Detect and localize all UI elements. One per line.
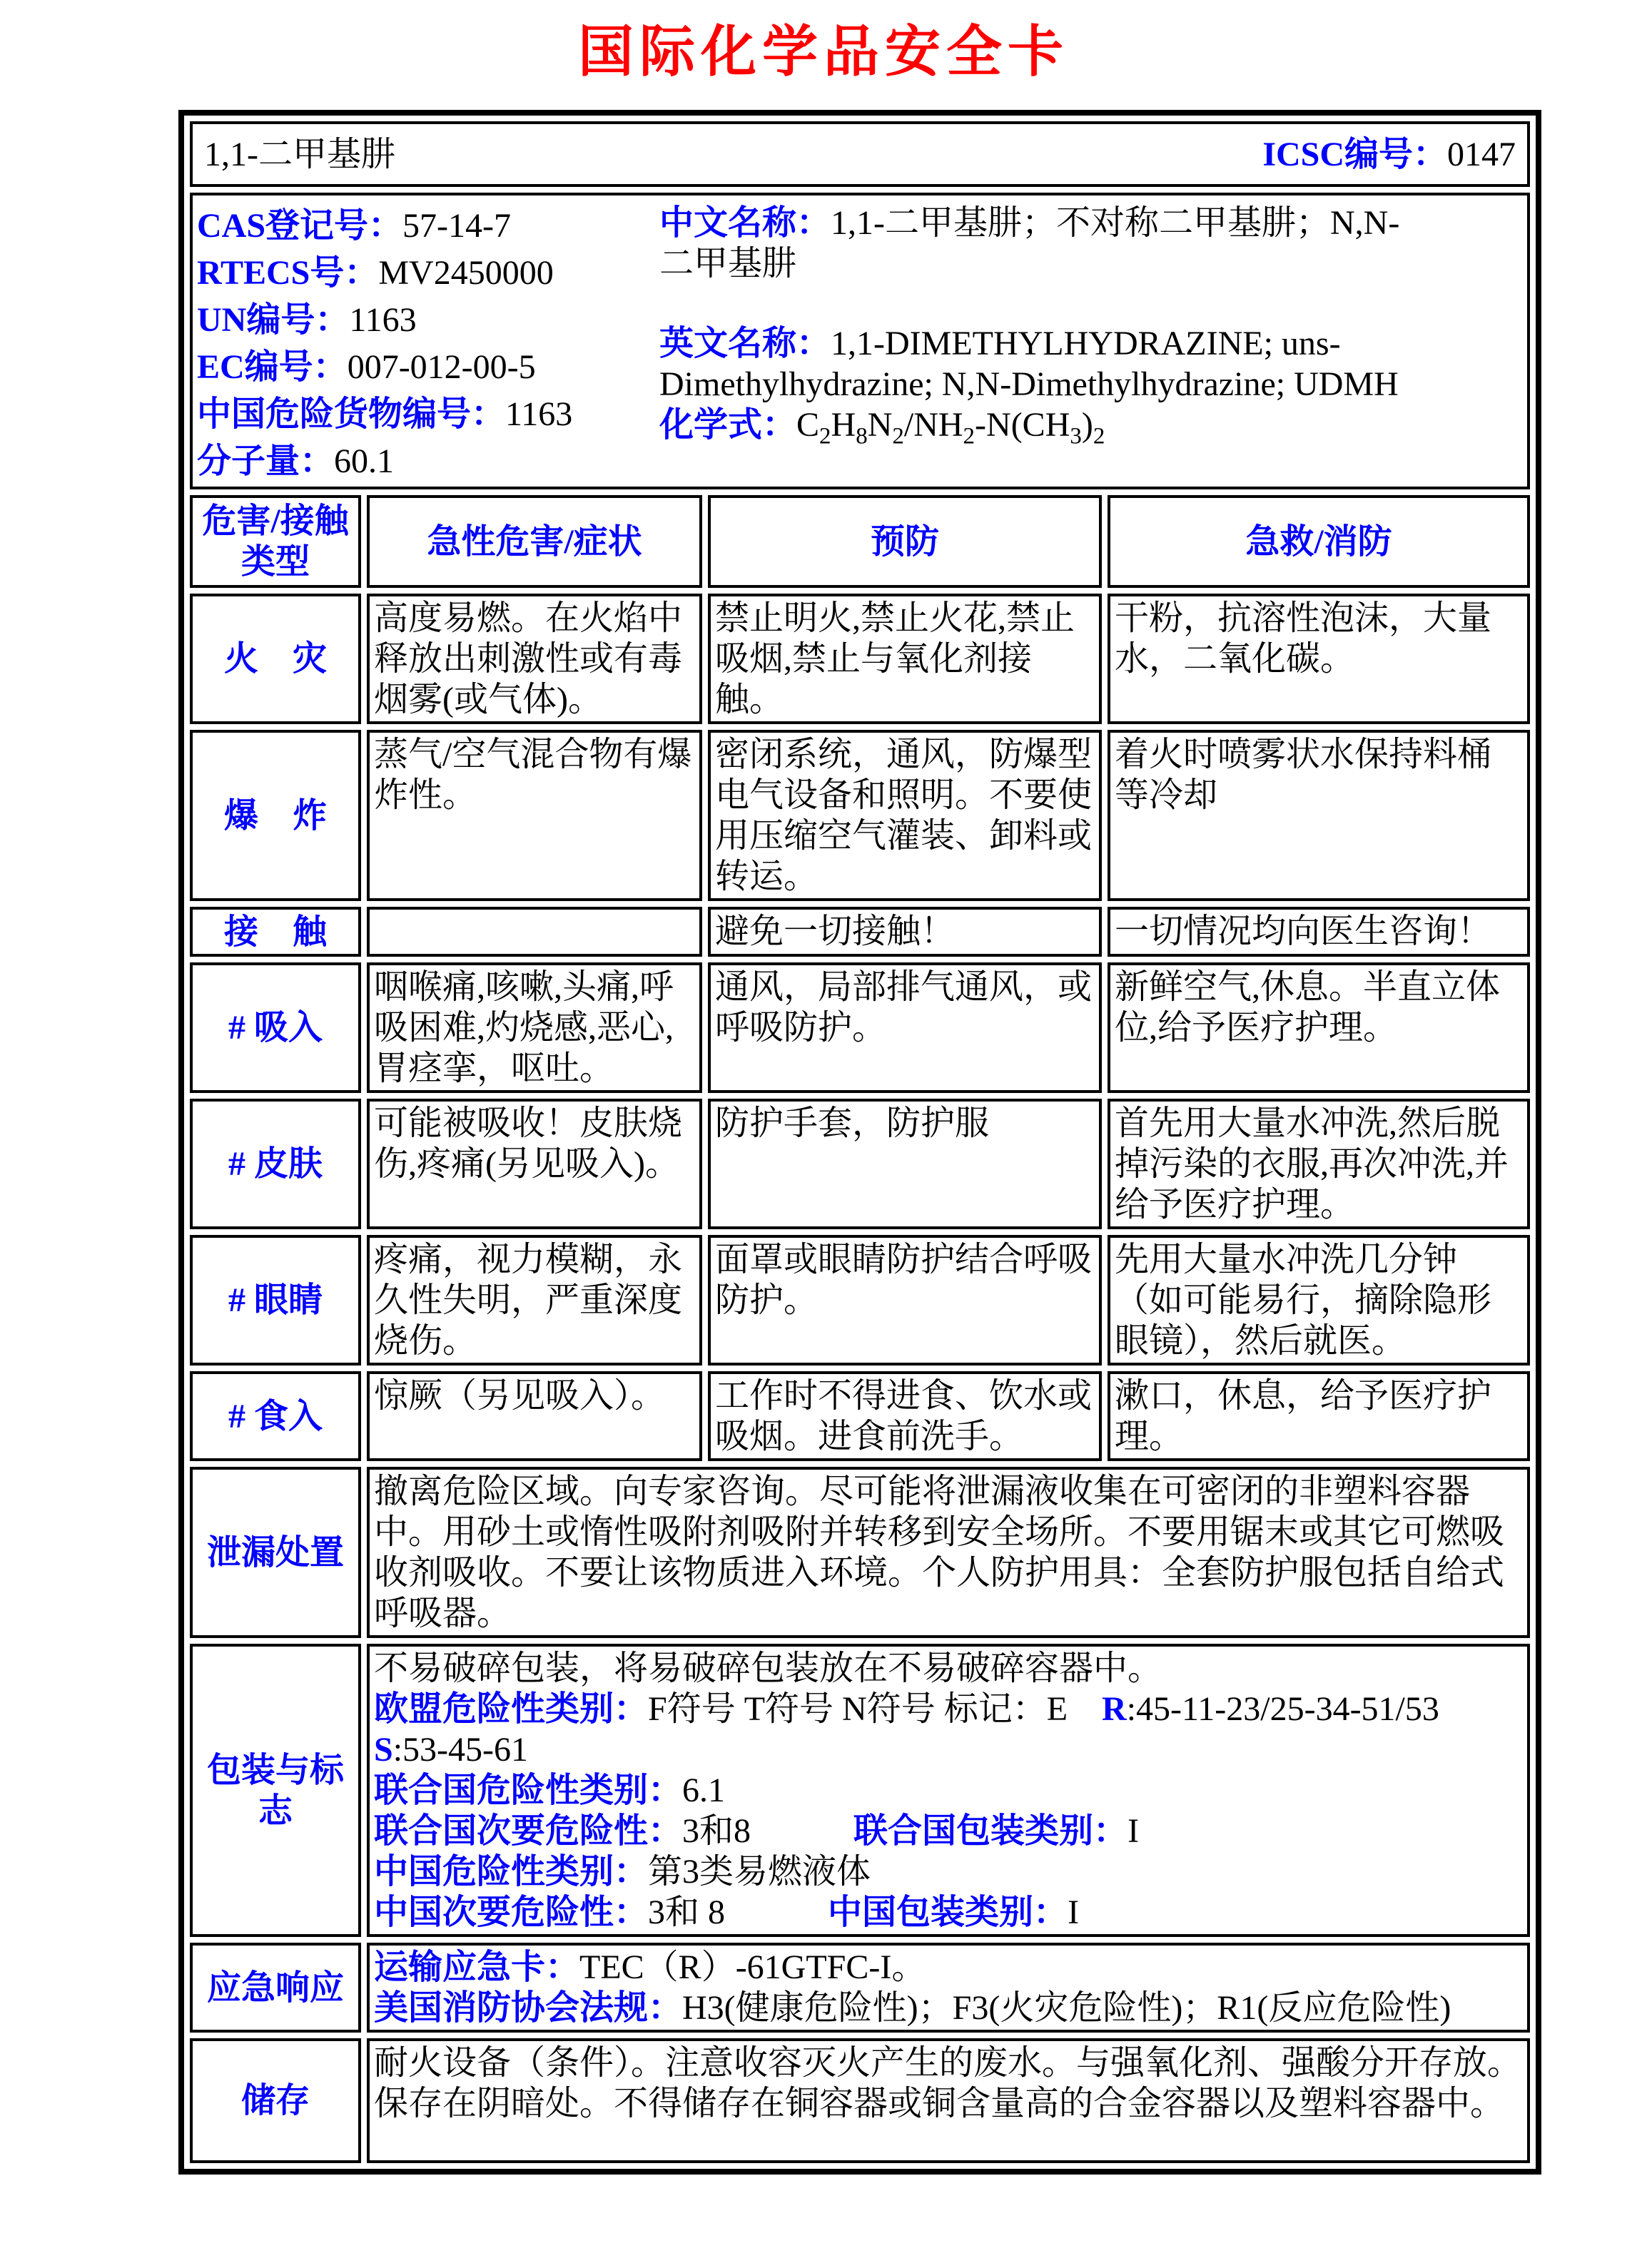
hazard-type-cell: # 吸入: [190, 962, 361, 1093]
rtecs-number-line: [197, 250, 659, 297]
icsc-number-value: 0147: [1447, 135, 1516, 173]
section-line: 撤离危险区域。向专家咨询。尽可能将泄漏液收集在可密闭的非塑料容器中。用砂土或惰性吸附剂吸附并转移到安全场所。不要用锯末或其它可燃吸收剂吸收。不要让该物质进入环境。个人防护用具：全套防护服包括自给式呼吸器。: [374, 1473, 1505, 1632]
hazard-row-skin: [190, 1099, 1530, 1229]
chemical-formula-value: $C_2H_8N_2/NH_2-N(CH_3)_2$: [796, 406, 1105, 449]
ec-value: 007-012-00-5: [347, 348, 536, 386]
section-line: 欧盟危险性类别：F符号 T符号 N符号 标记：E R:45-11-23/25-34-51/53: [374, 1690, 1439, 1728]
section-line: 运输应急卡：TEC（R）-61GTFC-I。: [374, 1948, 926, 1986]
section-row-storage: [190, 2038, 1530, 2163]
english-name-line: [659, 323, 1402, 405]
substance-name: 1,1-二甲基肼: [204, 135, 395, 173]
chinese-name-label: 中文名称：: [659, 204, 831, 242]
section-row-emergency-response: [190, 1943, 1530, 2033]
cas-label: CAS登记号：: [197, 207, 403, 245]
section-line: 中国次要危险性：3和 8 中国包装类别：I: [374, 1893, 1080, 1931]
identifiers-cell: [190, 193, 1530, 489]
section-row-spillage: [190, 1467, 1530, 1638]
section-line: 联合国危险性类别：6.1: [374, 1771, 726, 1809]
hazard-row-contact: [190, 907, 1530, 957]
name-cell: [190, 121, 1530, 187]
page-title: 国际化学品安全卡: [577, 21, 1069, 83]
prevention-cell: 密闭系统，通风，防爆型电气设备和照明。不要使用压缩空气灌装、卸料或转运。: [708, 730, 1102, 901]
chemical-formula-line: [659, 405, 1402, 449]
cas-number-line: [197, 203, 659, 250]
hazard-row-explosion: [190, 730, 1530, 901]
firstaid-cell: 首先用大量水冲洗,然后脱掉污染的衣服,再次冲洗,并给予医疗护理。: [1108, 1099, 1530, 1229]
prevention-cell: 面罩或眼睛防护结合呼吸防护。: [708, 1235, 1102, 1366]
hazard-type-cell: # 食入: [190, 1371, 361, 1461]
un-number-line: [197, 297, 659, 344]
hazard-type-cell: 火 灾: [190, 594, 361, 724]
header-firstaid-firefighting: 急救/消防: [1108, 495, 1530, 588]
symptoms-cell: [367, 907, 702, 957]
name-row: [190, 121, 1530, 187]
section-line: 耐火设备（条件）。注意收容灭火产生的废水。与强氧化剂、强酸分开存放。保存在阴暗处。不得储存在铜容器或铜含量高的合金容器以及塑料容器中。: [374, 2044, 1522, 2122]
header-acute-hazards: 急性危害/症状: [367, 495, 702, 588]
prevention-cell: 工作时不得进食、饮水或吸烟。进食前洗手。: [708, 1371, 1102, 1461]
identifiers-row: [190, 193, 1530, 489]
identifier-list: [197, 203, 659, 485]
china-dg-number-line: [197, 391, 659, 438]
prevention-cell: 防护手套，防护服: [708, 1099, 1102, 1229]
section-line: 不易破碎包装，将易破碎包装放在不易破碎容器中。: [374, 1649, 1162, 1687]
symptoms-cell: 咽喉痛,咳嗽,头痛,呼吸困难,灼烧感,恶心,胃痉挛，呕吐。: [367, 962, 702, 1093]
prevention-cell: 通风，局部排气通风，或呼吸防护。: [708, 962, 1102, 1093]
rtecs-label: RTECS号：: [197, 254, 379, 292]
hazard-header-row: [190, 495, 1530, 588]
section-row-packaging-labelling: [190, 1644, 1530, 1937]
header-prevention: 预防: [708, 495, 1102, 588]
rtecs-value: MV2450000: [378, 254, 554, 292]
hazard-type-cell: # 眼睛: [190, 1235, 361, 1366]
chinese-name-value: 1,1-二甲基肼；不对称二甲基肼；N,N-二甲基肼: [659, 204, 1400, 283]
china-dg-value: 1163: [505, 395, 573, 433]
section-line: S:53-45-61: [374, 1731, 529, 1769]
ec-label: EC编号：: [197, 348, 348, 386]
firstaid-cell: 干粉，抗溶性泡沫，大量水，二氧化碳。: [1108, 594, 1530, 724]
ec-number-line: [197, 344, 659, 391]
hazard-type-cell: 爆 炸: [190, 730, 361, 901]
names-block: [659, 203, 1402, 449]
hazard-row-ingestion: [190, 1371, 1530, 1461]
molecular-weight-line: [197, 438, 659, 485]
un-label: UN编号：: [197, 301, 350, 339]
symptoms-cell: 蒸气/空气混合物有爆炸性。: [367, 730, 702, 901]
chinese-name-line: [659, 203, 1402, 284]
firstaid-cell: 新鲜空气,休息。半直立体位,给予医疗护理。: [1108, 962, 1530, 1093]
symptoms-cell: 高度易燃。在火焰中释放出刺激性或有毒烟雾(或气体)。: [367, 594, 702, 724]
hazard-type-cell: # 皮肤: [190, 1099, 361, 1229]
symptoms-cell: 疼痛，视力模糊，永久性失明，严重深度烧伤。: [367, 1235, 702, 1366]
section-line: 中国危险性类别：第3类易燃液体: [374, 1853, 871, 1891]
molecular-weight-label: 分子量：: [197, 442, 335, 480]
icsc-number-label: ICSC编号：: [1262, 135, 1448, 173]
firstaid-cell: 着火时喷雾状水保持料桶等冷却: [1108, 730, 1530, 901]
hazard-row-inhalation: [190, 962, 1530, 1093]
section-label: 应急响应: [190, 1943, 361, 2033]
safety-card-table: [178, 110, 1541, 2175]
section-label: 泄漏处置: [190, 1467, 361, 1638]
firstaid-cell: 先用大量水冲洗几分钟（如可能易行，摘除隐形眼镜），然后就医。: [1108, 1235, 1530, 1366]
prevention-cell: 避免一切接触！: [708, 907, 1102, 957]
firstaid-cell: 漱口，休息，给予医疗护理。: [1108, 1371, 1530, 1461]
header-hazard-type: 危害/接触类型: [190, 495, 361, 588]
section-line: 联合国次要危险性：3和8 联合国包装类别：I: [374, 1812, 1140, 1850]
symptoms-cell: 可能被吸收！皮肤烧伤,疼痛(另见吸入)。: [367, 1099, 702, 1229]
hazard-type-cell: 接 触: [190, 907, 361, 957]
symptoms-cell: 惊厥（另见吸入）。: [367, 1371, 702, 1461]
section-line: 美国消防协会法规：H3(健康危险性)；F3(火灾危险性)；R1(反应危险性): [374, 1989, 1451, 2027]
hazard-row-fire: [190, 594, 1530, 724]
molecular-weight-value: 60.1: [334, 442, 395, 480]
english-name-label: 英文名称：: [659, 325, 831, 362]
hazard-row-eyes: [190, 1235, 1530, 1366]
cas-value: 57-14-7: [402, 207, 511, 245]
un-value: 1163: [349, 301, 417, 339]
english-name-value: 1,1-DIMETHYLHYDRAZINE; uns-Dimethylhydrazine; N,N-Dimethylhydrazine; UDMH: [659, 325, 1399, 403]
section-content: [367, 1943, 1530, 2033]
china-dg-label: 中国危险货物编号：: [197, 395, 506, 433]
section-label: 储存: [190, 2038, 361, 2163]
section-content: [367, 2038, 1530, 2163]
prevention-cell: 禁止明火,禁止火花,禁止吸烟,禁止与氧化剂接触。: [708, 594, 1102, 724]
icsc-number: [1262, 134, 1516, 175]
section-content: [367, 1467, 1530, 1638]
section-label: 包装与标志: [190, 1644, 361, 1937]
firstaid-cell: 一切情况均向医生咨询！: [1108, 907, 1530, 957]
section-content: [367, 1644, 1530, 1937]
chemical-formula-label: 化学式：: [659, 406, 797, 444]
